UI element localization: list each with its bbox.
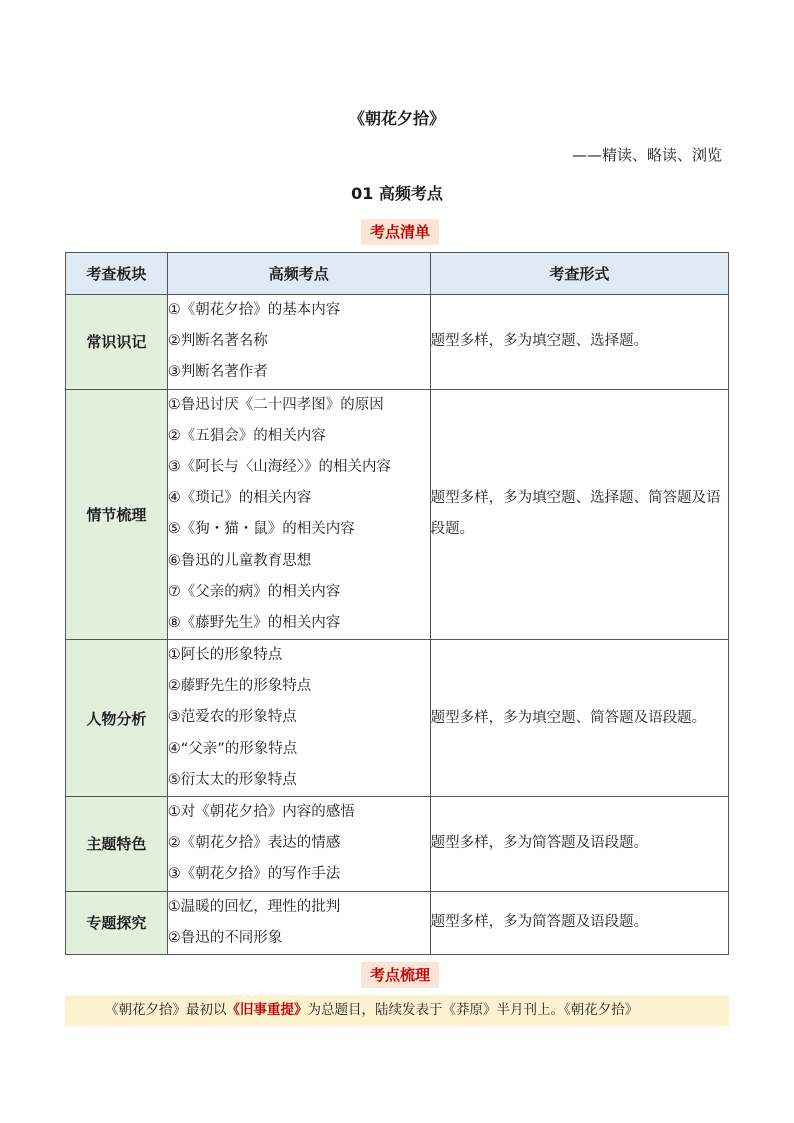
row-points (167, 891, 430, 954)
document-subtitle: ——精读、略读、浏览 (571, 146, 722, 164)
intro-emphasis: 《旧事重提》 (226, 1002, 308, 1018)
row-format: 题型多样，多为填空题、选择题、简答题及语段题。 (430, 389, 728, 640)
point-item: ⑤《狗・猫・鼠》的相关内容 (167, 521, 355, 538)
row-category: 常识识记 (66, 295, 168, 390)
point-item: ③范爱农的形象特点 (167, 709, 297, 726)
row-points (167, 640, 430, 797)
row-points (167, 389, 430, 640)
row-points (167, 295, 430, 390)
section-heading: 01 高频考点 (351, 184, 443, 203)
document-title: 《朝花夕拾》 (348, 109, 445, 128)
intro-text-start: 《朝花夕拾》最初以 (105, 1002, 227, 1018)
table-row (66, 389, 729, 640)
table-row (66, 891, 729, 954)
row-category: 人物分析 (66, 640, 168, 797)
row-points (167, 797, 430, 892)
table-row (66, 295, 729, 390)
header-category: 考查板块 (66, 253, 168, 295)
point-item: ①鲁迅讨厌《二十四孝图》的原因 (167, 396, 384, 413)
point-item: ②藤野先生的形象特点 (167, 678, 312, 695)
header-format: 考查形式 (430, 253, 728, 295)
row-format: 题型多样，多为简答题及语段题。 (430, 797, 728, 892)
point-item: ⑦《父亲的病》的相关内容 (167, 583, 341, 600)
point-item: ①阿长的形象特点 (167, 647, 283, 664)
point-item: ②《朝花夕拾》表达的情感 (167, 835, 341, 852)
point-item: ⑧《藤野先生》的相关内容 (167, 614, 341, 631)
point-item: ③《阿长与〈山海经〉》的相关内容 (167, 458, 392, 475)
point-item: ⑥鲁迅的儿童教育思想 (167, 552, 312, 569)
row-category: 主题特色 (66, 797, 168, 892)
point-item: ②《五猖会》的相关内容 (167, 427, 326, 444)
point-item: ③《朝花夕拾》的写作手法 (167, 866, 341, 883)
point-item: ②判断名著名称 (167, 333, 268, 350)
point-item: ①温暖的回忆，理性的批判 (167, 898, 341, 915)
table-header-row (66, 253, 729, 295)
exam-points-list-tag: 考点清单 (361, 219, 439, 245)
row-format: 题型多样，多为填空题、选择题。 (430, 295, 728, 390)
table-row (66, 797, 729, 892)
point-item: ①对《朝花夕拾》内容的感悟 (167, 804, 355, 820)
point-item: ④“父亲”的形象特点 (167, 740, 298, 757)
row-category: 情节梳理 (66, 389, 168, 640)
point-item: ①《朝花夕拾》的基本内容 (167, 302, 341, 318)
header-points: 高频考点 (167, 253, 430, 295)
exam-points-table (65, 252, 729, 955)
intro-text-end: 为总题目，陆续发表于《莽原》半月刊上。《朝花夕拾》 (307, 1002, 639, 1018)
exam-points-review-tag: 考点梳理 (361, 962, 439, 988)
point-item: ③判断名著作者 (167, 364, 268, 381)
point-item: ④《琐记》的相关内容 (167, 490, 312, 507)
row-category: 专题探究 (66, 891, 168, 954)
row-format: 题型多样，多为简答题及语段题。 (430, 891, 728, 954)
point-item: ②鲁迅的不同形象 (167, 929, 283, 946)
row-format: 题型多样，多为填空题、简答题及语段题。 (430, 640, 728, 797)
intro-paragraph (65, 995, 729, 1026)
table-row (66, 640, 729, 797)
point-item: ⑤衍太太的形象特点 (167, 771, 297, 788)
